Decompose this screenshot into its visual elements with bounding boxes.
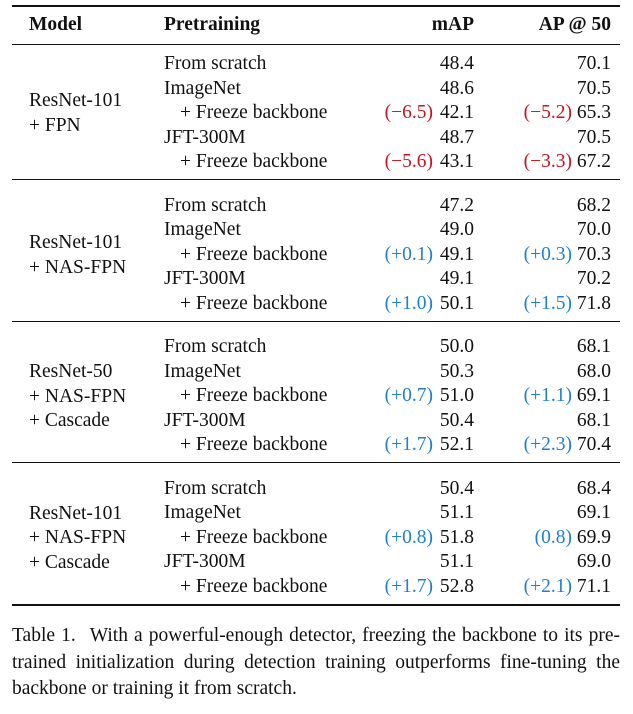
header-ap50: AP @ 50 — [538, 14, 611, 35]
ap50-value: 69.1 — [576, 502, 611, 524]
model-name-line: + NAS-FPN — [29, 256, 127, 278]
ap50-value: 69.1 — [576, 385, 611, 407]
map-value: 50.3 — [439, 360, 474, 382]
ap50-value: 71.1 — [576, 575, 611, 597]
pretraining-cell: + Freeze backbone — [180, 243, 328, 265]
map-value: 52.1 — [439, 434, 474, 456]
map-value: 51.0 — [439, 385, 474, 407]
ap50-value: 70.5 — [576, 126, 611, 148]
map-value: 48.7 — [439, 126, 474, 148]
caption-label: Table 1. — [12, 625, 76, 646]
model-name-line: ResNet-101 — [29, 231, 123, 253]
ap50-value: 70.4 — [576, 434, 611, 456]
pretraining-cell: ImageNet — [164, 502, 241, 524]
header-model: Model — [29, 14, 83, 35]
map-delta: (+0.7) — [384, 385, 433, 407]
ap50-value: 69.0 — [576, 551, 611, 573]
header-map: mAP — [431, 14, 474, 35]
ap50-value: 70.3 — [576, 243, 611, 265]
pretraining-cell: ImageNet — [164, 77, 241, 99]
map-value: 43.1 — [439, 151, 474, 173]
ap50-delta: (+2.3) — [523, 434, 572, 456]
pretraining-cell: + Freeze backbone — [180, 434, 328, 456]
pretraining-cell: + Freeze backbone — [180, 102, 328, 124]
group-separator-rule — [12, 179, 620, 180]
pretraining-cell: JFT-300M — [164, 551, 246, 573]
map-value: 50.0 — [439, 336, 474, 357]
ap50-value: 68.0 — [576, 360, 611, 382]
map-delta: (+1.0) — [384, 292, 433, 314]
ap50-value: 68.1 — [576, 336, 611, 357]
model-name-line: + NAS-FPN — [29, 385, 127, 407]
map-value: 42.1 — [439, 102, 474, 124]
ap50-value: 68.2 — [576, 194, 611, 216]
map-delta: (−5.6) — [384, 151, 433, 173]
pretraining-cell: + Freeze backbone — [180, 151, 328, 173]
caption-text: With a powerful-enough detector, freezing the backbone to its pre-trained initialization during detection training outperforms fine-tuning the backbone or training it from scratch. — [12, 625, 621, 699]
ap50-delta: (0.8) — [534, 526, 572, 548]
pretraining-cell: From scratch — [164, 194, 267, 216]
map-delta: (+1.7) — [384, 575, 433, 597]
table-bottom-rule — [12, 604, 620, 606]
map-value: 47.2 — [439, 194, 474, 216]
pretraining-cell: From scratch — [164, 336, 267, 357]
ap50-value: 70.2 — [576, 268, 611, 290]
map-value: 52.8 — [439, 575, 474, 597]
ap50-delta: (−5.2) — [523, 102, 572, 124]
model-name-line: + NAS-FPN — [29, 527, 127, 549]
header-pretraining: Pretraining — [164, 14, 261, 35]
ap50-delta: (+0.3) — [523, 243, 572, 265]
group-separator-rule — [12, 462, 620, 463]
pretraining-cell: + Freeze backbone — [180, 385, 328, 407]
ap50-value: 68.1 — [576, 409, 611, 431]
ap50-value: 70.1 — [576, 53, 611, 74]
map-delta: (−6.5) — [384, 102, 433, 124]
model-name-line: + Cascade — [29, 551, 110, 573]
ap50-value: 68.4 — [576, 477, 611, 499]
pretraining-cell: ImageNet — [164, 360, 241, 382]
pretraining-cell: + Freeze backbone — [180, 575, 328, 597]
model-name-line: + FPN — [29, 115, 81, 136]
map-value: 48.6 — [439, 77, 474, 99]
table-top-rule — [12, 5, 620, 7]
map-value: 49.1 — [439, 243, 474, 265]
ap50-value: 65.3 — [576, 102, 611, 124]
header-rule — [12, 44, 620, 45]
ap50-delta: (+1.5) — [523, 292, 572, 314]
ap50-value: 71.8 — [576, 292, 611, 314]
ap50-value: 70.0 — [576, 219, 611, 241]
ap50-delta: (+1.1) — [523, 385, 572, 407]
map-value: 48.4 — [439, 53, 474, 74]
map-value: 49.0 — [439, 219, 474, 241]
map-value: 51.1 — [439, 551, 474, 573]
map-value: 50.4 — [439, 477, 474, 499]
ap50-delta: (+2.1) — [523, 575, 572, 597]
table-caption — [12, 623, 620, 703]
map-delta: (+0.8) — [384, 526, 433, 548]
pretraining-cell: JFT-300M — [164, 268, 246, 290]
ap50-value: 70.5 — [576, 77, 611, 99]
map-value: 51.1 — [439, 502, 474, 524]
ap50-delta: (−3.3) — [523, 151, 572, 173]
map-delta: (+1.7) — [384, 434, 433, 456]
pretraining-cell: + Freeze backbone — [180, 292, 328, 314]
group-separator-rule — [12, 321, 620, 322]
ap50-value: 67.2 — [576, 151, 611, 173]
model-name-line: + Cascade — [29, 410, 110, 432]
model-name-line: ResNet-101 — [29, 502, 123, 524]
pretraining-cell: From scratch — [164, 477, 267, 499]
model-name-line: ResNet-50 — [29, 361, 113, 383]
pretraining-cell: JFT-300M — [164, 409, 246, 431]
model-name-line: ResNet-101 — [29, 90, 123, 112]
pretraining-cell: ImageNet — [164, 219, 241, 241]
pretraining-cell: JFT-300M — [164, 126, 246, 148]
pretraining-cell: From scratch — [164, 53, 267, 74]
pretraining-cell: + Freeze backbone — [180, 526, 328, 548]
map-value: 50.4 — [439, 409, 474, 431]
map-value: 51.8 — [439, 526, 474, 548]
map-delta: (+0.1) — [384, 243, 433, 265]
ap50-value: 69.9 — [576, 526, 611, 548]
map-value: 50.1 — [439, 292, 474, 314]
map-value: 49.1 — [439, 268, 474, 290]
